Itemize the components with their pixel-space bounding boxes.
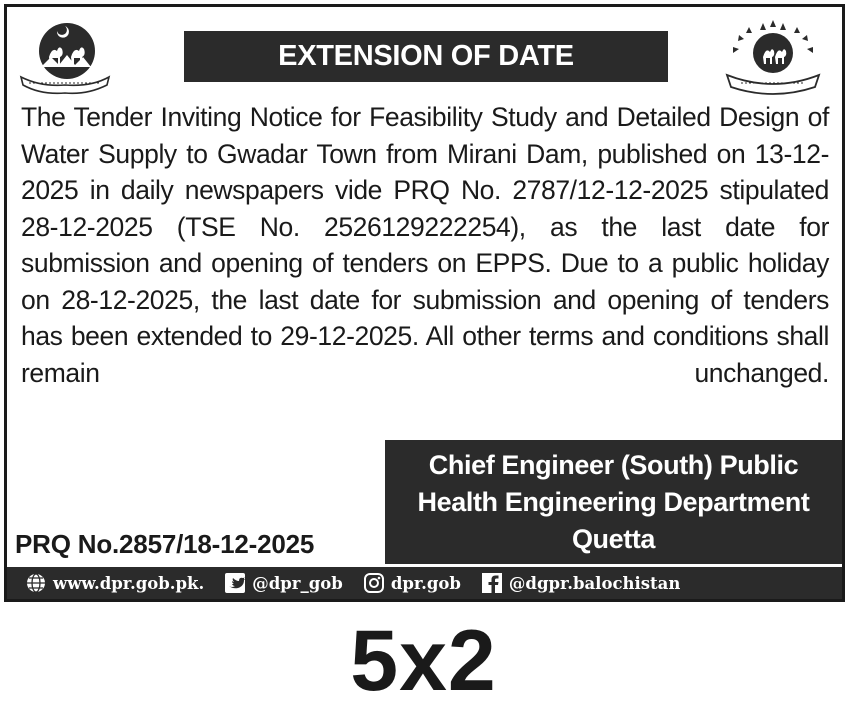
prq-number: PRQ No.2857/18-12-2025 — [11, 529, 318, 560]
footer-website[interactable] — [25, 572, 204, 594]
balochistan-govt-emblem-icon — [17, 17, 113, 97]
signature-line-3: Quetta — [571, 523, 656, 554]
footer-twitter[interactable] — [224, 572, 343, 594]
notice-body: The Tender Inviting Notice for Feasibility Study and Detailed Design of Water Supply to Gwadar Town from Mirani Dam, published on 13-12-2025 in daily newspapers vide PRQ No. 2787/12-12-2025 stipulated 28-12-2025 (TSE No. 2526129222254), as the last date for submission and opening of tenders on EPPS. Due to a public holiday on 28-12-2025, the last date for submission and opening of tenders has been extended to 29-12-2025. All other terms and conditions shall remain unchanged. — [21, 102, 829, 388]
ad-size-label: 5x2 — [350, 613, 497, 709]
signature-line-2: Health Engineering Department — [417, 486, 810, 517]
facebook-handle[interactable]: @dgpr.balochistan — [508, 573, 681, 593]
signature-line-1: Chief Engineer (South) Public — [428, 449, 799, 480]
footer-facebook[interactable] — [481, 572, 680, 594]
instagram-icon — [363, 572, 385, 594]
instagram-handle[interactable]: dpr.gob — [390, 573, 461, 593]
twitter-icon — [224, 572, 246, 594]
footer-bar — [7, 567, 842, 599]
website-link[interactable]: www.dpr.gob.pk. — [53, 573, 205, 593]
twitter-handle[interactable]: @dpr_gob — [252, 573, 343, 593]
notice-frame — [4, 4, 845, 602]
notice-title: EXTENSION OF DATE — [184, 31, 668, 82]
facebook-icon — [481, 572, 503, 594]
footer-instagram[interactable] — [363, 572, 461, 594]
phe-department-emblem-icon — [719, 17, 827, 99]
signature-block — [385, 440, 842, 564]
globe-icon — [25, 572, 47, 594]
